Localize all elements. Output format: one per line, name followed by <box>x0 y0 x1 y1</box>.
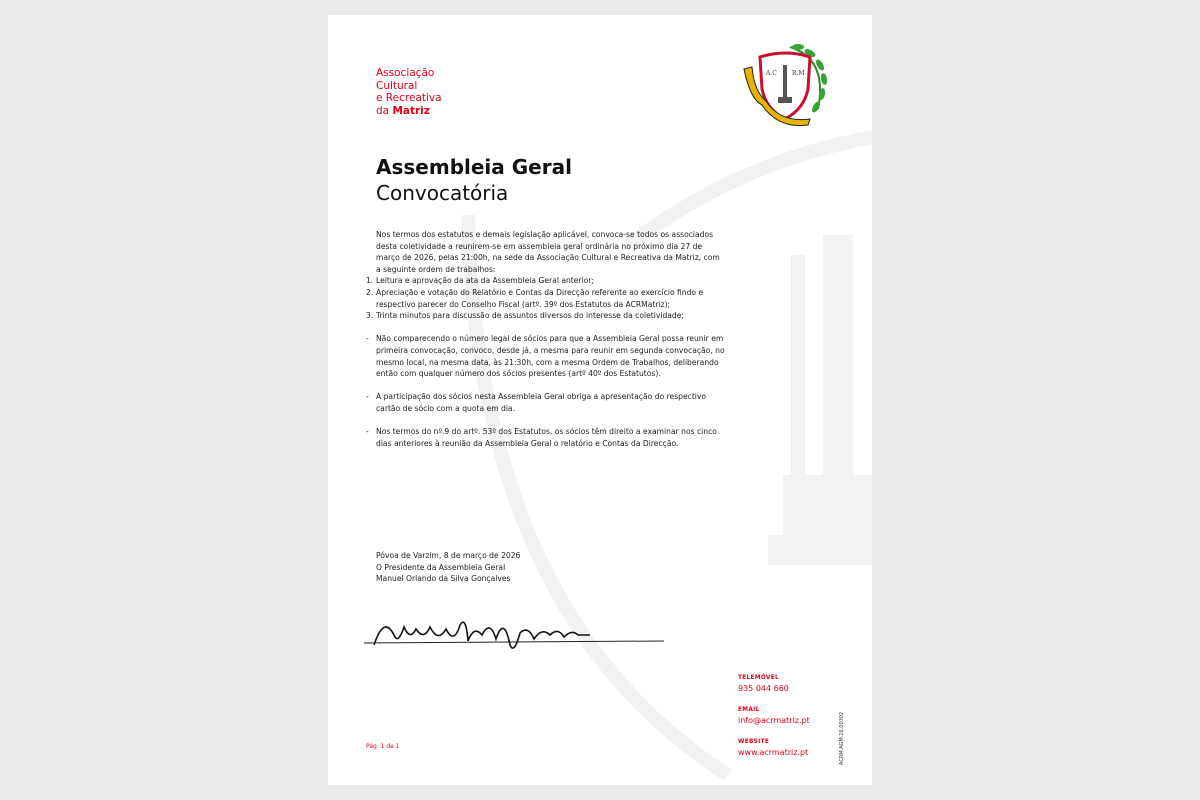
note-text: A participação dos sócios nesta Assembleia Geral obriga a apresentação do respectivo cartão de sócio com a quota em dia. <box>376 392 707 413</box>
org-line: Cultural <box>376 79 418 92</box>
page-title: Assembleia Geral <box>376 155 572 179</box>
handwritten-signature <box>364 605 664 665</box>
contact-block <box>738 667 810 757</box>
note-bullet: - <box>366 392 369 402</box>
signer-name: Manuel Orlando da Silva Gonçalves <box>376 574 511 584</box>
org-line: e Recreativa <box>376 92 442 104</box>
org-line: Associação <box>376 67 435 79</box>
note-bullet: - <box>366 427 369 437</box>
document-body <box>366 229 726 449</box>
note-item <box>366 391 726 414</box>
website-label: WEBSITE <box>738 739 770 745</box>
agenda-text: Trinta minutos para discussão de assuntos diversos do interesse da coletividade; <box>376 311 684 321</box>
org-line <box>376 105 442 118</box>
org-bold: Matriz <box>392 104 430 117</box>
acrm-crest-logo <box>738 39 834 131</box>
note-text: Não comparecendo o número legal de sócios para que a Assembleia Geral possa reunir em primeira convocação, convoco, desde já, a mesma para reunir em segunda convocação, no mesmo local, na mesma data, às 21:30h, com a mesma Ordem de Trabalhos, deliberando então com qualquer número dos sócios presentes (artº 40º dos Estatutos). <box>376 334 725 379</box>
page-subtitle: Convocatória <box>376 181 509 205</box>
phone-value[interactable]: 935 044 660 <box>738 684 789 693</box>
agenda-number: 2. <box>366 287 374 297</box>
email-link[interactable]: info@acrmatriz.pt <box>738 716 810 725</box>
agenda-text: Leitura e aprovação da ata da Assembleia Geral anterior; <box>376 276 595 286</box>
phone-label: TELEMÓVEL <box>738 675 779 681</box>
email-label: EMAIL <box>738 707 760 713</box>
agenda-item <box>366 287 726 310</box>
page-number: Pág. 1 de 1 <box>366 743 400 750</box>
agenda-item <box>366 310 726 322</box>
note-bullet: - <box>366 334 369 344</box>
svg-text:R.M: R.M <box>792 70 805 77</box>
svg-text:A.C: A.C <box>766 70 777 77</box>
agenda-text: Apreciação e votação do Relatório e Contas da Direcção referente ao exercício findo e respectivo parecer do Conselho Fiscal (artº. 39º dos Estatutos da ACRMatriz); <box>376 287 704 309</box>
document-page <box>328 15 872 785</box>
intro-paragraph: Nos termos dos estatutos e demais legislação aplicável, convoca-se todos os associados desta coletividade a reunirem-se em assembleia geral ordinária no próximo dia 27 de março de 2026, pelas 21:00h, na sede da Associação Cultural e Recreativa da Matriz, com a seguinte ordem de trabalhos: <box>376 230 720 274</box>
document-reference: ACRM.AGM.26.00302 <box>839 711 845 765</box>
note-text: Nos termos do nº.9 do artº. 53º dos Estatutos, os sócios têm direito a examinar nos cinco dias anteriores à reunião da Assembleia Geral o relatório e Contas da Direcção. <box>376 427 717 448</box>
signer-role: O Presidente da Assembleia Geral <box>376 562 506 572</box>
note-item <box>366 426 726 449</box>
agenda-number: 1. <box>366 276 374 286</box>
agenda-number: 3. <box>366 311 374 321</box>
signoff-block <box>376 550 520 585</box>
org-prefix: da <box>376 104 393 117</box>
organization-name <box>376 67 442 117</box>
agenda-item <box>366 275 726 287</box>
place-date: Póvoa de Varzim, 8 de março de 2026 <box>376 551 521 560</box>
note-item <box>366 333 726 379</box>
website-link[interactable]: www.acrmatriz.pt <box>738 748 809 757</box>
